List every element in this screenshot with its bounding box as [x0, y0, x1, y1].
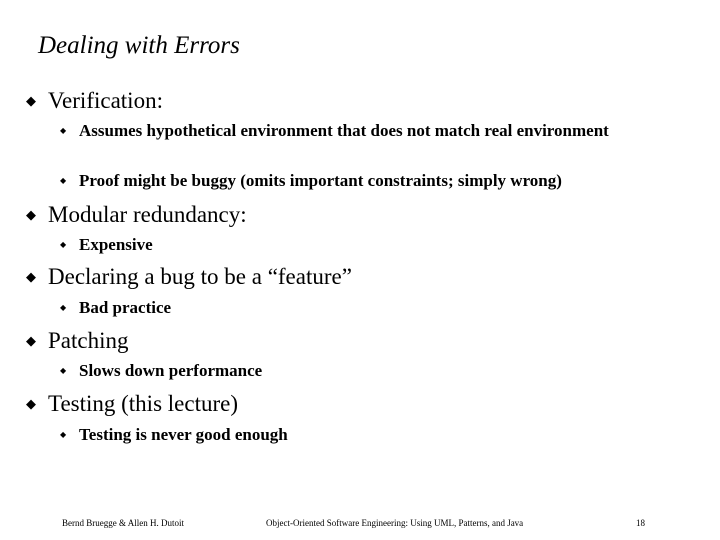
diamond-sub-bullet-icon: ◆	[60, 303, 67, 312]
diamond-sub-bullet-icon: ◆	[60, 176, 67, 185]
bullet-text: Testing (this lecture)	[48, 391, 238, 416]
footer-page-number: 18	[636, 518, 645, 528]
sub-bullet-verification-2	[60, 170, 660, 191]
bullet-patching	[26, 326, 129, 356]
footer-authors: Bernd Bruegge & Allen H. Dutoit	[62, 518, 184, 528]
sub-bullet-verification-1	[60, 120, 660, 141]
diamond-sub-bullet-icon: ◆	[60, 430, 67, 439]
diamond-bullet-icon: ◆	[26, 396, 36, 411]
sub-bullet-text: Assumes hypothetical environment that does not match real environment	[79, 121, 609, 140]
bullet-text: Verification:	[48, 88, 163, 113]
bullet-text: Patching	[48, 328, 129, 353]
bullet-text: Declaring a bug to be a “feature”	[48, 264, 352, 289]
bullet-modular-redundancy	[26, 200, 247, 230]
slide-title: Dealing with Errors	[38, 32, 240, 59]
sub-bullet-patching-1	[60, 360, 660, 381]
bullet-declaring-bug	[26, 262, 352, 292]
sub-bullet-text: Testing is never good enough	[79, 425, 288, 444]
diamond-bullet-icon: ◆	[26, 333, 36, 348]
bullet-testing	[26, 389, 238, 419]
bullet-verification	[26, 86, 163, 116]
diamond-bullet-icon: ◆	[26, 269, 36, 284]
sub-bullet-text: Expensive	[79, 235, 153, 254]
sub-bullet-text: Slows down performance	[79, 361, 263, 380]
diamond-sub-bullet-icon: ◆	[60, 240, 67, 249]
sub-bullet-declaring-bug-1	[60, 297, 660, 318]
sub-bullet-modular-redundancy-1	[60, 234, 660, 255]
sub-bullet-text: Proof might be buggy (omits important constraints; simply wrong)	[79, 171, 562, 190]
bullet-text: Modular redundancy:	[48, 202, 247, 227]
diamond-sub-bullet-icon: ◆	[60, 126, 67, 135]
sub-bullet-testing-1	[60, 424, 660, 445]
footer-book-title: Object-Oriented Software Engineering: Using UML, Patterns, and Java	[266, 518, 524, 528]
diamond-sub-bullet-icon: ◆	[60, 366, 67, 375]
sub-bullet-text: Bad practice	[79, 298, 172, 317]
diamond-bullet-icon: ◆	[26, 207, 36, 222]
diamond-bullet-icon: ◆	[26, 93, 36, 108]
